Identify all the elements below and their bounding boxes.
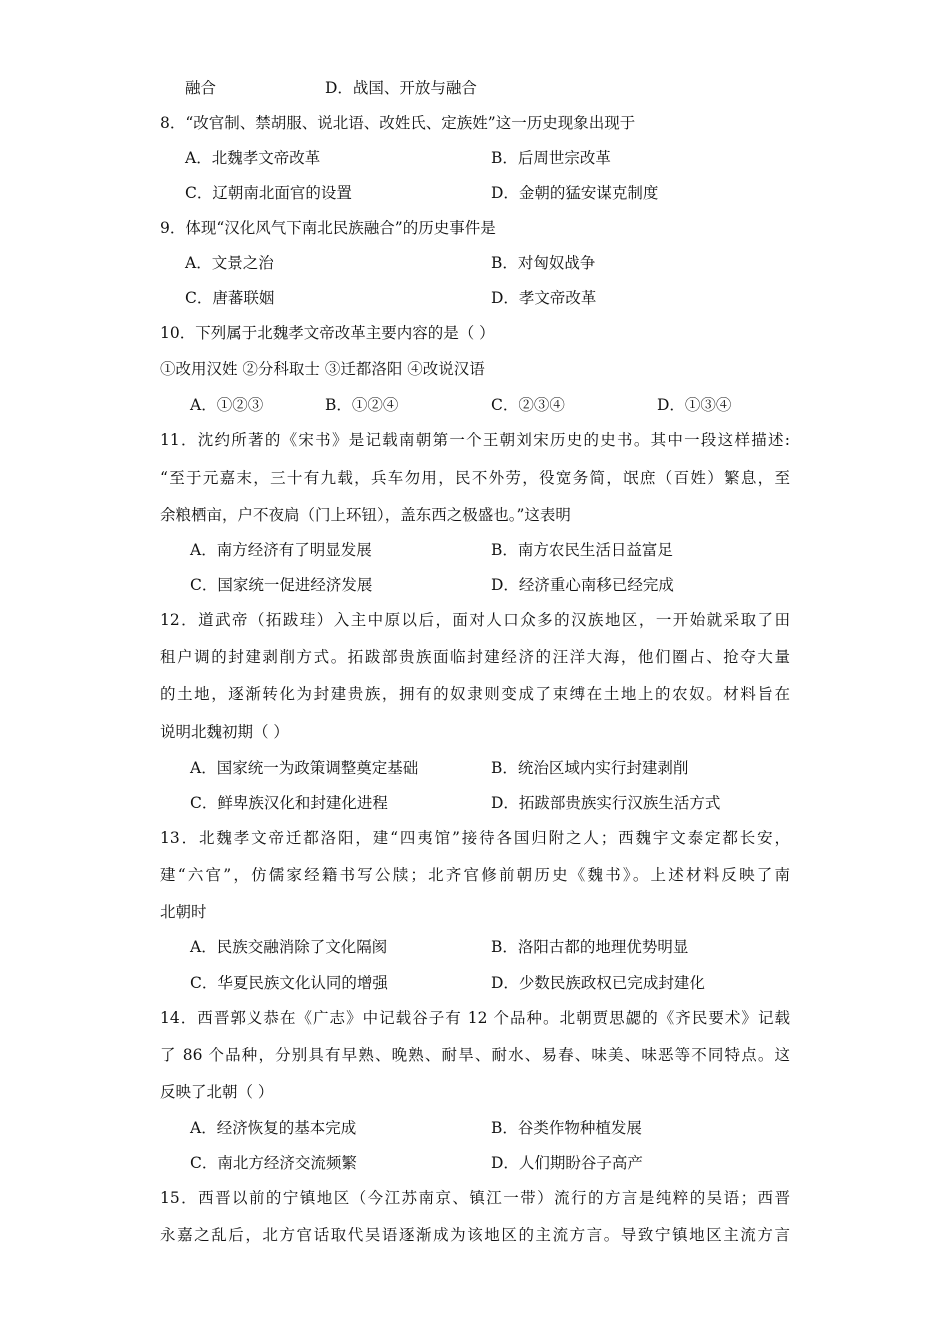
option-d: D．拓跋部贵族实行汉族生活方式 [491,794,721,812]
option-row [185,146,785,170]
option-row [190,756,790,780]
option-b: B．后周世宗改革 [491,149,611,167]
question-14-stem-line-2: 了 86 个品种，分别具有早熟、晚熟、耐旱、耐水、易春、味美、味恶等不同特点。这 [160,1046,790,1064]
option-c: C．国家统一促进经济发展 [190,576,373,594]
question-15-stem-line-1: 15．西晋以前的宁镇地区（今江苏南京、镇江一带）流行的方言是纯粹的吴语；西晋 [160,1189,790,1207]
option-row [190,538,790,562]
option-b: B．南方农民生活日益富足 [491,541,673,559]
option-c: C．鲜卑族汉化和封建化进程 [190,794,388,812]
option-d: D．人们期盼谷子高产 [491,1154,643,1172]
option-b: B．①②④ [325,396,399,414]
question-13-stem-line-1: 13．北魏孝文帝迁都洛阳，建“四夷馆”接待各国归附之人；西魏宇文泰定都长安， [160,829,790,847]
option-c: C．辽朝南北面官的设置 [185,184,352,202]
question-13-stem-line-2: 建“六官”，仿儒家经籍书写公牍；北齐官修前朝历史《魏书》。上述材料反映了南 [160,866,790,884]
option-row [185,181,785,205]
question-11-stem-line-1: 11．沈约所著的《宋书》是记载南朝第一个王朝刘宋历史的史书。其中一段这样描述: [160,431,790,449]
question-10-items: ①改用汉姓 ②分科取士 ③迁都洛阳 ④改说汉语 [160,360,485,378]
option-row [185,286,785,310]
question-13-stem-line-3: 北朝时 [160,903,207,921]
option-b: B．对匈奴战争 [491,254,596,272]
option-d: D．①③④ [657,396,732,414]
option-a: A．文景之治 [185,254,274,272]
option-b: B．统治区域内实行封建剥削 [491,759,689,777]
option-d: D．经济重心南移已经完成 [491,576,674,594]
question-11-stem-line-3: 余粮栖亩，户不夜扃（门上环钮），盖东西之极盛也。”这表明 [160,506,571,524]
option-c: C．②③④ [491,396,565,414]
question-11-stem-line-2: “至于元嘉末，三十有九载，兵车勿用，民不外劳，役宽务简，氓庶（百姓）繁息，至 [160,469,790,487]
option-row [190,573,790,597]
option-d: D．少数民族政权已完成封建化 [491,974,705,992]
option-row [190,393,790,417]
option-row [185,251,785,275]
option-a: A．①②③ [190,396,264,414]
question-14-stem-line-3: 反映了北朝（ ） [160,1083,274,1101]
option-c: C．南北方经济交流频繁 [190,1154,357,1172]
option-c: C．华夏民族文化认同的增强 [190,974,388,992]
question-15-stem-line-2: 永嘉之乱后，北方官话取代吴语逐渐成为该地区的主流方言。导致宁镇地区主流方言 [160,1226,790,1244]
option-row [190,935,790,959]
question-12-stem-line-4: 说明北魏初期（ ） [160,723,289,741]
option-b: B．谷类作物种植发展 [491,1119,642,1137]
option-a: A．民族交融消除了文化隔阂 [190,938,388,956]
option-a: A．国家统一为政策调整奠定基础 [190,759,419,777]
option-a: A．北魏孝文帝改革 [185,149,321,167]
option-d: D．战国、开放与融合 [325,79,477,97]
option-c: C．唐蕃联姻 [185,289,275,307]
option-row [185,76,785,100]
question-12-stem-line-3: 的土地，逐渐转化为封建贵族，拥有的奴隶则变成了束缚在土地上的农奴。材料旨在 [160,685,790,703]
question-12-stem-line-2: 租户调的封建剥削方式。拓跋部贵族面临封建经济的汪洋大海，他们圈占、抢夺大量 [160,648,790,666]
option-b: B．洛阳古都的地理优势明显 [491,938,689,956]
question-10-stem: 10．下列属于北魏孝文帝改革主要内容的是（ ） [160,324,495,342]
option-row [190,971,790,995]
option-a: A．南方经济有了明显发展 [190,541,372,559]
option-row [190,1151,790,1175]
question-12-stem-line-1: 12．道武帝（拓跋珪）入主中原以后，面对人口众多的汉族地区，一开始就采取了田 [160,611,790,629]
question-14-stem-line-1: 14．西晋郭义恭在《广志》中记载谷子有 12 个品种。北朝贾思勰的《齐民要术》记载 [160,1009,790,1027]
option-fragment: 融合 [185,79,217,97]
option-a: A．经济恢复的基本完成 [190,1119,357,1137]
question-8-stem: 8．“改官制、禁胡服、说北语、改姓氏、定族姓”这一历史现象出现于 [160,114,636,132]
option-d: D．金朝的猛安谋克制度 [491,184,659,202]
question-9-stem: 9．体现“汉化风气下南北民族融合”的历史事件是 [160,219,496,237]
option-row [190,791,790,815]
option-row [190,1116,790,1140]
option-d: D．孝文帝改革 [491,289,597,307]
